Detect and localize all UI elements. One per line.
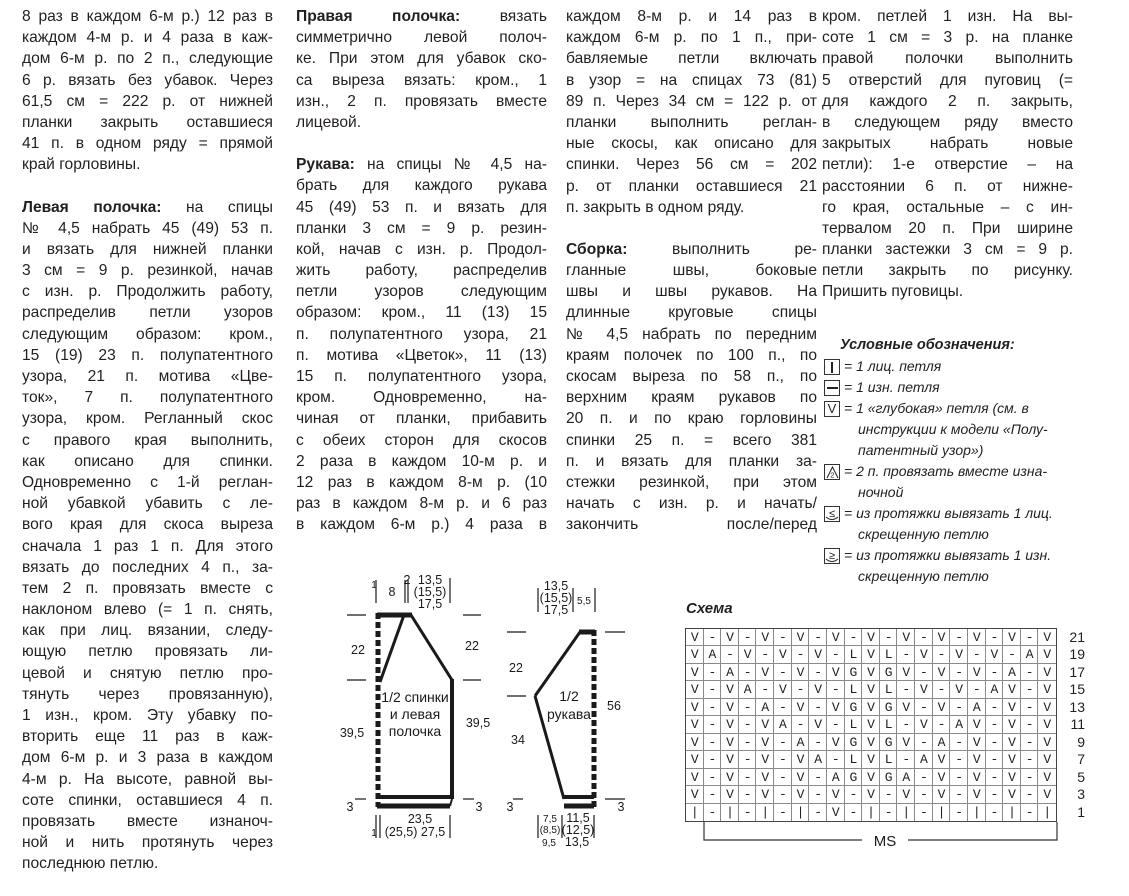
text-line: ток», 7 п. полупатентного (22, 389, 273, 407)
text-line: бавляемые петли включать (566, 50, 817, 68)
dim-sleeve-extra: 5,5 (577, 596, 591, 607)
section-heading: Сборка: (566, 240, 628, 258)
legend-text: = 2 п. провязать вместе изна- (844, 463, 1048, 479)
text-line: ной и нить протянуть через (22, 834, 273, 852)
text-line: 6 р. вязать без убавок. Через (22, 71, 273, 89)
text-line: 8 раз в каждом 6-м р.) 12 раз в (22, 8, 273, 25)
text-line: п. мотива «Цветок», 11 (13) (296, 346, 547, 364)
row-number: 19 (1069, 646, 1085, 663)
deep-stitch-icon: V (824, 401, 840, 417)
dim-sleeve-band-right: 3 (617, 800, 625, 814)
text-line: 15 (19) 23 п. полупатентного (22, 346, 273, 364)
legend-text: = 1 лиц. петля (844, 358, 942, 374)
row-number: 9 (1077, 733, 1085, 750)
text-line: планки застежки 3 см = 9 р. (822, 241, 1073, 259)
chart-row-stitches: |-|-|-|-V-|-|-|-|-|-| (690, 804, 1061, 820)
text-fragment: на спицы (161, 198, 273, 216)
text-line: как при лиц. вязании, следу- (22, 622, 273, 640)
row-number: 7 (1077, 751, 1085, 768)
text-fragment: вязать (460, 8, 547, 25)
sleeve-diagram-label: 1/2 (559, 688, 579, 704)
text-line: 3 см = 9 р. резинкой, начав (22, 262, 273, 280)
text-line: каждом 6-м р. по 1 п., при- (566, 29, 817, 47)
text-line: для каждого 2 п. закрыть, (822, 92, 1073, 110)
svg-text:≤: ≤ (828, 507, 836, 520)
legend-text: = 1 изн. петля (844, 379, 940, 395)
legend-text: скрещенную петлю (858, 568, 989, 584)
text-line: начать с изн. р. и начать/ (566, 495, 817, 513)
back-diagram-label: полочка (388, 723, 442, 739)
text-line: закончить после/перед (566, 516, 817, 534)
dim-left-lower: 39,5 (339, 726, 365, 740)
text-line: тервалом 20 п. При ширине (822, 219, 1073, 237)
text-line: каждом 8-м р. и 14 раз в (566, 8, 817, 25)
text-line: Пришить пуговицы. (822, 283, 964, 301)
text-line: планки 3 см = 9 р. резин- (296, 219, 547, 237)
chart-row-stitches: V-VA-V-V-LVL-V-V-AV-V (690, 682, 1061, 698)
dim-sleeve-bottom-left: (8,5) (539, 825, 561, 836)
text-line: п. закрыть в одном ряду. (566, 198, 745, 216)
chart-row-stitches: V-V-VA-V-LVL-V-AV-V-V (690, 717, 1061, 733)
row-number: 5 (1077, 768, 1085, 785)
dim-left-upper: 22 (351, 643, 365, 657)
text-line: узора, кром. Регланный скос (22, 410, 273, 428)
legend-text: инструкции к модели «Полу- (858, 421, 1048, 437)
chart-row-stitches: V-V-V-A-VGVGV-A-V-V-V (690, 734, 1061, 750)
dim-sleeve-top: 13,5 (543, 579, 569, 593)
text-line: п. и вязать для планки за- (566, 452, 817, 470)
text-line: 4-м р. На высоте, равной вы- (22, 770, 273, 788)
text-line: изн., 2 п. провязать вместе (296, 92, 547, 110)
text-line: скосам выреза по 58 п., по (566, 368, 817, 385)
chart-row-stitches: V-V-V-V-V-V-V-V-V-V-V (690, 787, 1061, 803)
text-line: вязать до последних 4 п., за- (22, 558, 273, 576)
dim-width: (25,5) 27,5 (384, 825, 446, 839)
legend-text: = из протяжки вывязать 1 лиц. (844, 505, 1053, 521)
text-line: 41 п. в одном ряду = прямой (22, 135, 273, 153)
dim-gap: 2 (403, 573, 411, 587)
sleeve-diagram-label: рукава (547, 706, 591, 722)
text-line: 15 п. полупатентного узора, (296, 368, 547, 385)
chart-row-stitches: V-V-V-V-V-V-V-V-V-V-V (690, 630, 1061, 645)
text-line: спинки 25 п. = всего 381 (566, 431, 817, 449)
chart-row-stitches: V-V-A-V-VGVGV-V-A-V-V (690, 699, 1061, 715)
dim-sleeve-top: (15,5) (539, 591, 573, 605)
row-number: 17 (1069, 663, 1085, 680)
dim-right-lower: 39,5 (465, 716, 491, 730)
text-line: раз в каждом 8-м р. и 6 раз (296, 495, 547, 513)
text-line: тянуть через провязанную), (22, 685, 273, 703)
row-number: 13 (1069, 698, 1085, 715)
text-line: дом 6-м р. по 2 п., следующие (22, 50, 273, 68)
dim-sleeve-bottom-right: (12,5) (561, 823, 595, 837)
text-line: закрытых набрать новые (822, 135, 1073, 153)
text-line: и вязать для нижней планки (22, 240, 273, 258)
chart-row-stitches: V-V-V-VA-LVL-AV-V-V-V (690, 752, 1061, 768)
text-line: петли): 1-е отверстие – на (822, 156, 1073, 174)
dim-sleeve-top: 17,5 (543, 603, 569, 617)
text-line: кром. петлей 1 изн. На вы- (822, 8, 1073, 25)
text-line: № 4,5 набрать по передним (566, 325, 817, 343)
text-line: краям полочек по 100 п., по (566, 346, 817, 364)
text-line: цевой и снятую петлю про- (22, 664, 273, 682)
section-heading: Левая полочка: (22, 198, 162, 216)
dim-neck: 8 (388, 585, 396, 599)
dim-sleeve-band-left: 3 (506, 800, 514, 814)
text-line: образом: кром., 11 (13) 15 (296, 304, 547, 322)
text-line: узора, 21 п. мотива «Цве- (22, 368, 273, 385)
text-line: 12 раз в каждом 8-м р. (10 (296, 473, 547, 491)
legend-text: патентный узор») (858, 442, 984, 458)
text-line: с обеих сторон для скосов (296, 431, 547, 449)
row-number: 15 (1069, 681, 1085, 698)
dim-sleeve-bottom-right: 13,5 (564, 835, 590, 849)
text-line: п. полупатентного узора, 21 (296, 325, 547, 343)
text-line: са выреза вязать: кром., 1 (296, 71, 547, 89)
dim-edge-top: 1 (371, 580, 377, 591)
text-line: петли узоров следующим (296, 283, 547, 301)
text-line: следующим образом: кром., (22, 325, 273, 343)
text-line: спинки. Через 56 см = 202 (566, 156, 817, 174)
dim-shoulder: 13,5 (417, 573, 443, 587)
text-line: Одновременно с 1-й реглан- (22, 473, 273, 491)
dim-sleeve-bottom-left: 9,5 (542, 838, 556, 849)
dim-sleeve-left-upper: 22 (509, 661, 523, 675)
dim-sleeve-left-lower: 34 (511, 733, 525, 747)
text-line: верхним краям рукавов по (566, 389, 817, 407)
row-number: 21 (1069, 629, 1085, 645)
dim-sleeve-right: 56 (607, 699, 621, 713)
text-line: 89 п. Через 34 см = 122 р. от (566, 92, 817, 110)
text-line: гланные швы, боковые (566, 262, 817, 280)
dim-band-right: 3 (475, 800, 483, 814)
text-line: стежки резинкой, при этом (566, 473, 817, 491)
legend-title: Условные обозначения: (840, 337, 1015, 353)
text-line: как описано для спинки. (22, 452, 273, 470)
dim-band-left: 3 (346, 800, 354, 814)
text-line: симметрично левой полоч- (296, 29, 547, 47)
section-heading: Рукава: (296, 156, 355, 174)
text-line: ные скосы, как описано для (566, 135, 817, 153)
chart-row-stitches: V-A-V-V-VGVGV-V-V-A-V (690, 664, 1061, 680)
text-line: 61,5 см = 222 р. от нижней (22, 92, 273, 110)
text-line: вторить еще 11 раз в каж- (22, 728, 273, 746)
chart-row-stitches: V-V-V-V-AGVGA-V-V-V-V (690, 769, 1061, 785)
text-line: планки выполнить реглан- (566, 113, 817, 131)
text-line: р. от планки оставшиеся 21 (566, 177, 817, 195)
back-diagram-label: 1/2 спинки (381, 689, 449, 705)
text-line: каждом 4-м р. и 4 раза в каж- (22, 29, 273, 47)
text-line: в узор = на спицах 73 (81) (566, 71, 817, 89)
text-line: 45 (49) 53 п. и вязать для (296, 198, 547, 216)
text-line: распределив петли узоров (22, 304, 273, 322)
text-line: соте 1 см = 3 р. на планке (822, 29, 1073, 47)
text-line: го края, остальные – с ин- (822, 198, 1073, 216)
text-line: 2 раза в каждом 10-м р. и (296, 452, 547, 470)
text-line: длинные круговые спицы (566, 304, 817, 322)
text-line: лицевой. (296, 113, 362, 131)
dim-sleeve-bottom-right: 11,5 (566, 811, 590, 825)
text-line: чиная от планки, прибавить (296, 410, 547, 428)
section-heading: Правая полочка: (296, 8, 461, 25)
svg-text:≥: ≥ (828, 549, 836, 562)
legend-text: = из протяжки вывязать 1 изн. (844, 547, 1052, 563)
stitch-chart (685, 628, 1061, 822)
text-line: провязать вместе изнаноч- (22, 812, 273, 830)
text-line: планки закрыть оставшиеся (22, 113, 273, 131)
dim-edge-bottom: 1 (371, 828, 377, 839)
text-line: жить работу, распределив (296, 262, 547, 280)
row-number: 1 (1077, 803, 1085, 820)
text-line: ной убавкой убавить с ле- (22, 495, 273, 513)
text-line: в следующем ряду вместо (822, 113, 1073, 131)
text-line: ке. При этом для убавок ско- (296, 50, 547, 68)
svg-text:2: 2 (830, 472, 834, 479)
text-line: в каждом 6-м р.) 4 раза в (296, 516, 547, 534)
text-line: наклоном влево (= 1 п. снять, (22, 601, 273, 619)
back-diagram-label: и левая (389, 706, 441, 722)
text-line: вого края для скоса выреза (22, 516, 273, 534)
text-line: край горловины. (22, 156, 141, 174)
dim-width: 23,5 (407, 812, 433, 826)
text-line: № 4,5 набрать 45 (49) 53 п. (22, 219, 273, 237)
text-line: кой, начав с изн. р. Продол- (296, 240, 547, 258)
legend-text: ночной (858, 484, 904, 500)
dim-right-upper: 22 (465, 639, 479, 653)
row-number: 3 (1077, 786, 1085, 803)
text-line: дом 6-м р. и 3 раза в каждом (22, 749, 273, 767)
legend-text: скрещенную петлю (858, 526, 989, 542)
text-line: 1 изн., кром. Эту убавку по- (22, 707, 273, 724)
text-line: ющую петлю провязать ли- (22, 643, 273, 661)
text-line: с изн. р. Продолжить работу, (22, 283, 273, 301)
text-line: с правого края выполнить, (22, 431, 273, 449)
chart-row-stitches: VA-V-V-V-LVL-V-V-V-AV (690, 647, 1061, 663)
text-line: соте спинки, оставшиеся 4 п. (22, 791, 273, 809)
text-line: швы и швы рукавов. На (566, 283, 817, 301)
schema-title: Схема (686, 600, 733, 617)
text-line: расстоянии 6 п. от нижне- (822, 177, 1073, 195)
dim-shoulder: (15,5) (413, 585, 447, 599)
text-line: последнюю петлю. (22, 855, 159, 873)
text-line: правой полочки выполнить (822, 50, 1073, 68)
repeat-label: MS (873, 833, 897, 850)
text-fragment: на спицы № 4,5 на- (354, 156, 547, 174)
text-line: петли закрыть по рисунку. (822, 262, 1073, 280)
dim-sleeve-bottom-left: 7,5 (543, 814, 557, 825)
text-fragment: выполнить ре- (627, 240, 817, 258)
text-line: брать для каждого рукава (296, 177, 547, 195)
dim-shoulder: 17,5 (417, 597, 443, 611)
legend-text: = 1 «глубокая» петля (см. в (844, 400, 1029, 416)
text-line: тем 2 п. провязать вместе с (22, 579, 273, 597)
text-line: кром. Одновременно, на- (296, 389, 547, 407)
row-number: 11 (1070, 716, 1085, 733)
text-line: 20 п. и по краю горловины (566, 410, 817, 428)
text-line: 5 отверстий для пуговиц (= (822, 71, 1073, 89)
text-line: сначала 1 раз 1 п. Для этого (22, 537, 273, 555)
